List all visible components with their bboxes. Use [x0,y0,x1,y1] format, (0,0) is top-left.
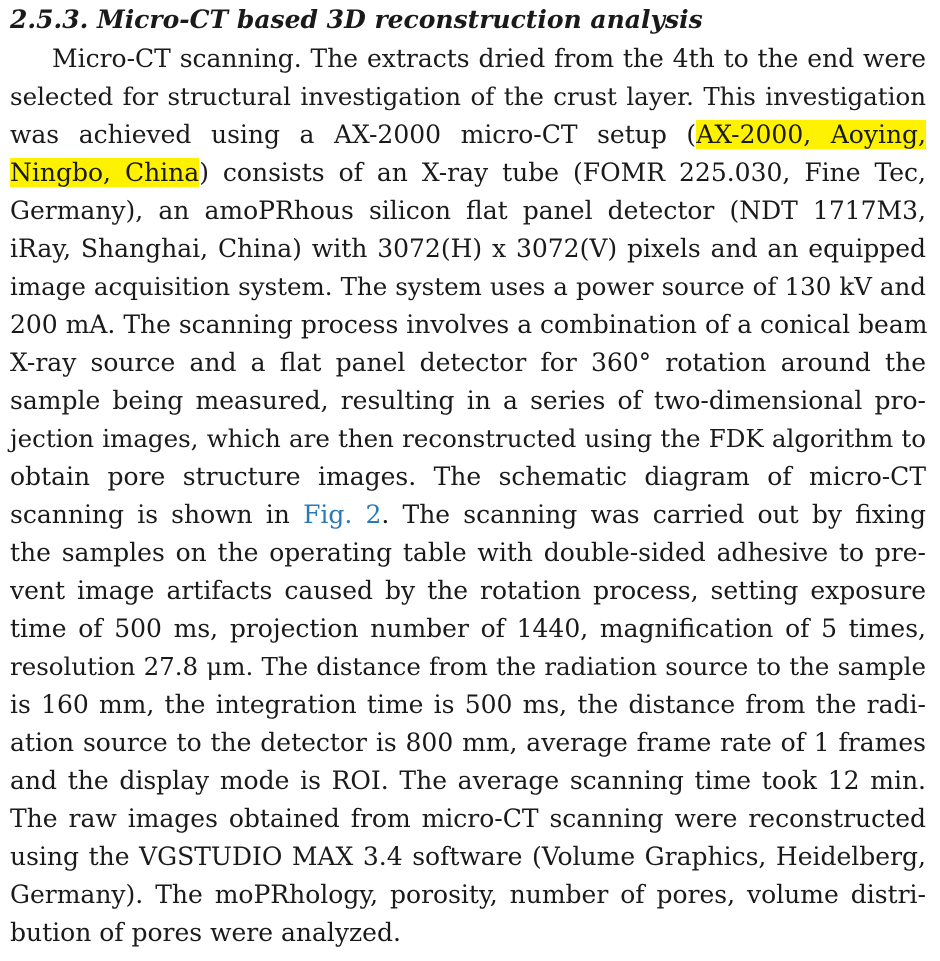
line-text: resolution 27.8 μm. The distance from the radiation source to the sample [10,652,926,681]
text-line [10,572,926,610]
line-text: ) consists of an X-ray tube (FOMR 225.030, Fine Tec, [199,158,927,187]
text-line [10,420,926,458]
figure-reference-link[interactable]: Fig. 2 [303,500,382,529]
text-line [10,40,926,78]
line-text: jection images, which are then reconstructed using the FDK algorithm to [10,424,926,453]
line-text: and the display mode is ROI. The average scanning time took 12 min. [10,766,926,795]
text-line [10,762,926,800]
line-text: X-ray source and a flat panel detector for 360° rotation around the [10,348,926,377]
text-line [10,610,926,648]
line-text: Germany), an amoPRhous silicon flat panel detector (NDT 1717M3, [10,196,926,225]
text-line [10,154,926,192]
text-line [10,458,926,496]
text-line [10,914,926,952]
line-text: scanning is shown in [10,500,304,529]
line-text: Micro-CT scanning. The extracts dried from the 4th to the end were [52,44,926,73]
text-line [10,648,926,686]
line-text: obtain pore structure images. The schematic diagram of micro-CT [10,462,926,491]
line-text: ation source to the detector is 800 mm, average frame rate of 1 frames [10,728,926,757]
line-text: was achieved using a AX-2000 micro-CT setup ( [10,120,697,149]
line-text: using the VGSTUDIO MAX 3.4 software (Volume Graphics, Heidelberg, [10,842,926,871]
text-line [10,344,926,382]
line-text: selected for structural investigation of the crust layer. This investigation [10,82,926,111]
text-line [10,686,926,724]
line-text: the samples on the operating table with double-sided adhesive to pre- [10,538,926,567]
section-title: Micro-CT based 3D reconstruction analysis [97,5,703,34]
text-line [10,306,926,344]
text-line [10,230,926,268]
line-text: time of 500 ms, projection number of 1440, magnification of 5 times, [10,614,926,643]
line-text: 200 mA. The scanning process involves a combination of a conical beam [10,310,928,339]
line-text: vent image artifacts caused by the rotation process, setting exposure [10,576,926,605]
text-line [10,268,926,306]
text-line [10,724,926,762]
text-line [10,876,926,914]
line-text: image acquisition system. The system uses a power source of 130 kV and [10,272,926,301]
highlighted-text: AX-2000, Aoying, [696,120,926,149]
line-text: is 160 mm, the integration time is 500 ms, the distance from the radi- [10,690,926,719]
text-line [10,382,926,420]
section-number: 2.5.3. [10,5,89,34]
text-line [10,116,926,154]
line-text: bution of pores were analyzed. [10,918,401,947]
line-text: The raw images obtained from micro-CT scanning were reconstructed [10,804,926,833]
text-line [10,838,926,876]
text-line [10,496,926,534]
text-line [10,534,926,572]
document-page [10,0,926,952]
line-text: . The scanning was carried out by fixing [381,500,926,529]
text-line [10,800,926,838]
line-text: sample being measured, resulting in a series of two-dimensional pro- [10,386,926,415]
highlighted-text: Ningbo, China [10,158,200,187]
text-line [10,78,926,116]
line-text: Germany). The moPRhology, porosity, number of pores, volume distri- [10,880,926,909]
text-line [10,192,926,230]
line-text: iRay, Shanghai, China) with 3072(H) x 3072(V) pixels and an equipped [10,234,926,263]
section-heading [10,0,926,40]
body-paragraph [10,40,926,952]
